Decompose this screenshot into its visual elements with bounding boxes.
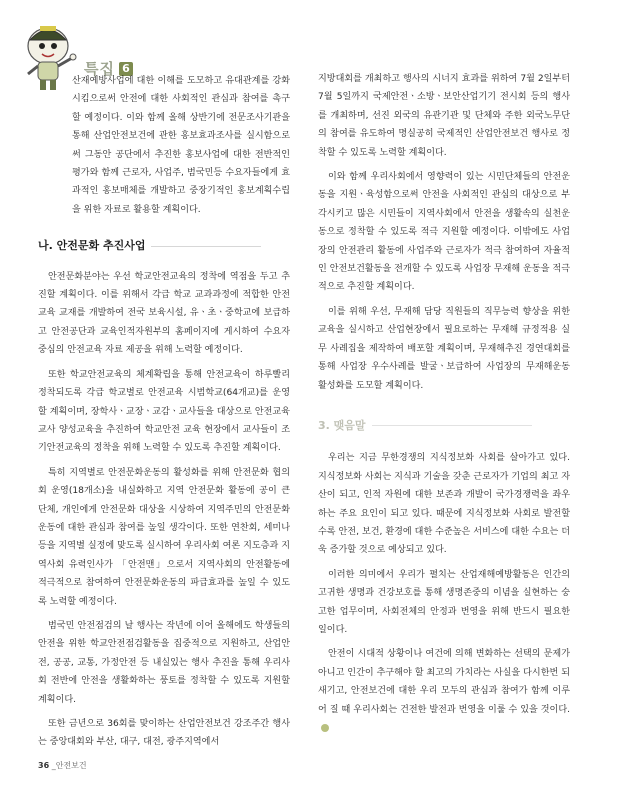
paragraph: 안전문화분야는 우선 학교안전교육의 정착에 역점을 두고 추진할 계획이다. 이를 위해서 각급 학교 교과과정에 적합한 안전교육 교재를 개발하여 전국 보육시설, 유ㆍ초ㆍ중학교에 보급하고 안전공단과 교육인적자원부의 홈페이지에 게시하여 수요자 중심의 안전교육 자료 제공을 위해 노력할 예정이다. xyxy=(38,271,290,356)
end-mark-icon xyxy=(321,724,329,732)
paragraph: 안전이 시대적 상황이나 여건에 의해 변화하는 선택의 문제가 아니고 인간이 추구해야 할 최고의 가치라는 사실을 다시한번 되새기고, 안전보건에 대한 우리 모두의 관심과 참여가 함께 이루어 질 때 우리사회는 건전한 발전과 번영을 이룰 수 있을 것이다. xyxy=(318,645,570,737)
paragraph: 이러한 의미에서 우리가 펼치는 산업재해예방활동은 인간의 고귀한 생명과 건강보호를 통해 생명존중의 이념을 실현하는 숭고한 업무이며, 사회전체의 안정과 번영을 위해 반드시 필요한 일이다. xyxy=(318,569,570,635)
badge-label: 특집 xyxy=(84,60,115,78)
section-heading: 나. 안전문화 추진사업 xyxy=(38,237,290,255)
paragraph: 이를 위해 우선, 무재해 담당 직원들의 직무능력 향상을 위한 교육을 실시하고 산업현장에서 필요로하는 무재해 규정적용 실무 사례집을 제작하여 배포할 계획이며, 무재해추진 경연대회를 통해 사업장 우수사례를 발굴ㆍ보급하여 사업장의 무재해운동 활성화를 도모할 계획이다. xyxy=(318,306,570,391)
paragraph: 산재예방사업에 대한 이해를 도모하고 유대관계를 강화시킴으로써 안전에 대한 사회적인 관심과 참여를 촉구할 예정이다. 이와 함께 올해 상반기에 전문조사기관을 통해 산업안전보건에 관한 홍보효과조사를 실시함으로써 그동안 공단에서 추진한 홍보사업에 대한 전반적인 평가와 함께 근로자, 사업주, 범국민등 수요자들에게 효과적인 홍보매체를 개발하고 중장기적인 홍보계획수립을 위한 자료로 활용할 계획이다. xyxy=(72,76,290,215)
page-number: 36 xyxy=(38,761,50,770)
paragraph: 또한 학교안전교육의 체계확립을 통해 안전교육이 하루빨리 정착되도록 각급 학교별로 안전교육 시범학교(64개교)를 운영할 계획이며, 장학사ㆍ교장ㆍ교감ㆍ교사들을 대상으로 안전교육교사 양성교육을 추진하여 학교안전 교육 현장에서 교사들이 조기안전교육의 정착을 위해 노력할 수 있도록 추진할 계획이다. xyxy=(38,369,290,454)
right-column xyxy=(318,70,570,743)
paragraph: 지방대회를 개최하고 행사의 시너지 효과를 위하여 7월 2일부터 7월 5일까지 국제안전ㆍ소방ㆍ보안산업기기 전시회 등의 행사를 개최하며, 선진 외국의 유관기관 및 단체와 주한 외국노무단의 참여를 유도하여 명실공히 국제적인 산업안전보건 행사로 정착할 수 있도록 노력할 계획이다. xyxy=(318,74,570,158)
paragraph: 특히 지역별로 안전문화운동의 활성화를 위해 안전문화 협의회 운영(18개소)을 내실화하고 지역 안전문화 활동에 공이 큰 단체, 개인에게 안전문화 대상을 시상하여 지역주민의 안전문화운동에 대한 관심과 참여를 높일 생각이다. 또한 연찬회, 세미나 등을 지역별 실정에 맞도록 실시하여 우리사회 여론 지도층과 지역사회 유력인사가 「안전맨」으로서 지역사회의 안전활동에 적극적으로 참여하여 안전문화운동의 파급효과를 높일 수 있도록 노력할 예정이다. xyxy=(38,467,290,607)
badge-number: 6 xyxy=(119,62,133,76)
paragraph: 범국민 안전점검의 날 행사는 작년에 이어 올해에도 학생들의 안전을 위한 학교안전점검활동을 집중적으로 지원하고, 산업안전, 공공, 교통, 가정안전 등 내실있는 행사 추진을 통해 우리사회 전반에 안전을 생활화하는 풍토를 정착할 수 있도록 지원할 계획이다. xyxy=(38,620,290,705)
paragraph: 또한 금년으로 36회를 맞이하는 산업안전보건 강조주간 행사는 중앙대회와 부산, 대구, 대전, 광주지역에서 xyxy=(38,719,290,748)
conclusion-heading: 3. 맺음말 xyxy=(318,417,570,435)
left-column xyxy=(38,72,290,758)
paragraph: 우리는 지금 무한경쟁의 지식정보화 사회를 살아가고 있다. 지식정보화 사회는 지식과 기술을 갖춘 근로자가 기업의 최고 자산이 되고, 인적 자원에 대한 보존과 개발이 국가경쟁력을 좌우하는 주요 요인이 되고 있다. 때문에 지식정보화 사회로 발전할수록 안전, 보건, 환경에 대한 수준높은 서비스에 대한 수요는 더욱 증가할 것으로 예상되고 있다. xyxy=(318,453,570,556)
publication-title: _안전보건 xyxy=(51,761,87,770)
page-footer xyxy=(38,760,87,771)
paragraph: 이와 함께 우리사회에서 영향력이 있는 시민단체들의 안전운동을 지원ㆍ육성함으로써 안전을 사회적인 관심의 대상으로 부각시키고 많은 시민들이 지역사회에서 안전을 생활속의 실천운동으로 정착할 수 있도록 적극 지원할 예정이다. 이밖에도 사업장의 안전관리 활동에 사업주와 근로자가 적극 참여하여 자율적인 안전보건활동을 전개할 수 있도록 사업장 무재해 운동을 적극적으로 추진할 계획이다. xyxy=(318,172,570,293)
